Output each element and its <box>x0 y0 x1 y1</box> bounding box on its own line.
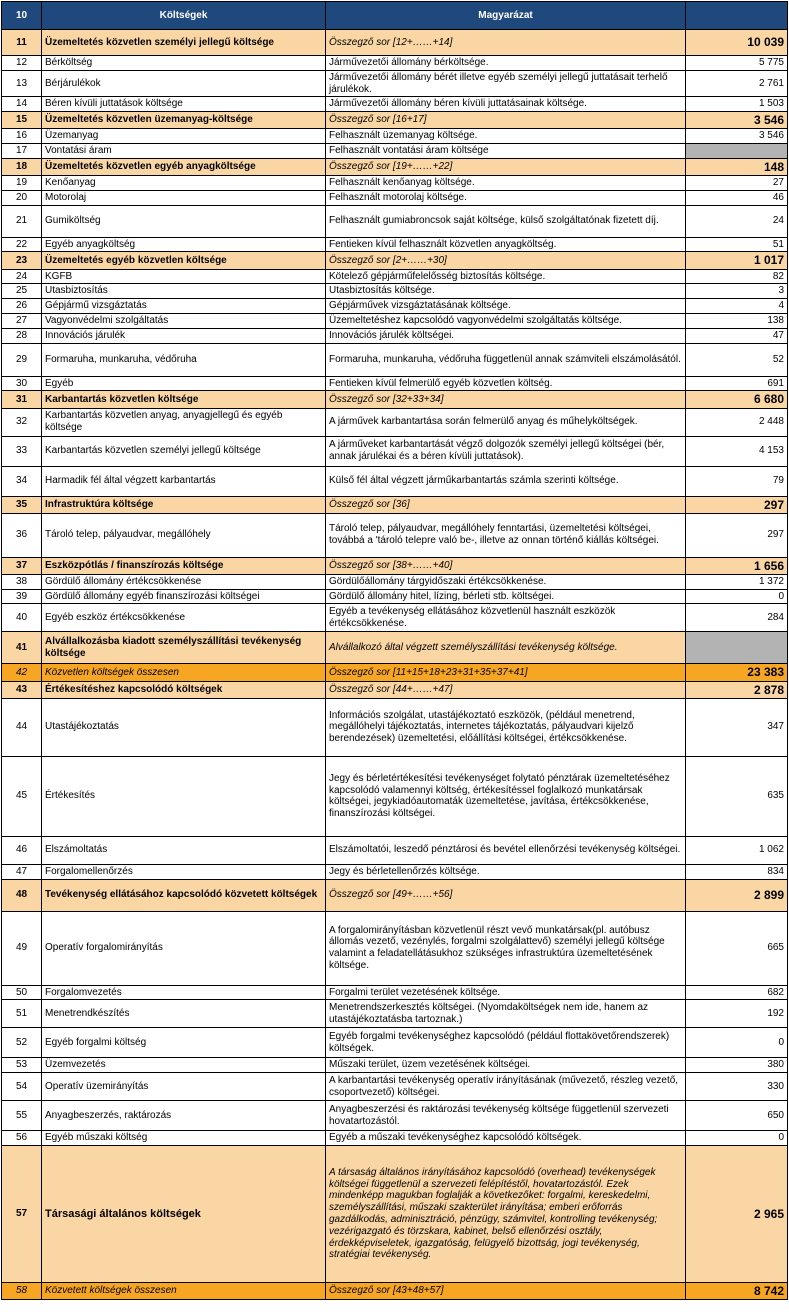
cost-value: 3 <box>686 284 788 299</box>
explanation: Összegző sor [38+……+40] <box>326 557 686 574</box>
row-number: 18 <box>2 158 42 175</box>
table-row <box>2 190 788 205</box>
cost-value: 23 383 <box>686 664 788 681</box>
cost-value: 2 761 <box>686 70 788 97</box>
cost-name: KGFB <box>42 269 326 284</box>
cost-name: Értékesítéshez kapcsolódó költségek <box>42 681 326 698</box>
cost-name: Karbantartás közvetlen költsége <box>42 391 326 408</box>
explanation: A forgalomirányításban közvetlenül részt vevő munkatársak(pl. autóbusz állomás vezető, vezénylés, forgalmi szolgálattevő) személyi jellegű költsége valamint a feladatellátásukhoz szükséges infrastruktúra üzemeltetésének költsége. <box>326 911 686 985</box>
explanation: Információs szolgálat, utastájékoztató eszközök, (például menetrend, megállóhelyi tájékoztatás, internetes tájékoztatás, pályaudvari kijelző berendezések) üzemeltetési, előállítási költségei, értékcsökkenése. <box>326 698 686 756</box>
row-number: 51 <box>2 1000 42 1028</box>
row-number: 53 <box>2 1058 42 1073</box>
table-row <box>2 30 788 56</box>
cost-value: 2 965 <box>686 1145 788 1282</box>
row-number: 21 <box>2 205 42 237</box>
cost-value: 691 <box>686 376 788 391</box>
cost-value: 24 <box>686 205 788 237</box>
cost-name: Utasbiztosítás <box>42 284 326 299</box>
cost-value: 3 546 <box>686 112 788 129</box>
cost-name: Értékesítés <box>42 756 326 836</box>
row-number: 28 <box>2 328 42 343</box>
table-row <box>2 376 788 391</box>
explanation: Összegző sor [2+……+30] <box>326 252 686 269</box>
cost-value: 2 878 <box>686 681 788 698</box>
row-number: 47 <box>2 864 42 879</box>
cost-value: 284 <box>686 604 788 632</box>
cost-name: Egyéb eszköz értékcsökkenése <box>42 604 326 632</box>
cost-value: 2 448 <box>686 408 788 436</box>
cost-table <box>1 1 788 1300</box>
table-row <box>2 864 788 879</box>
row-number: 37 <box>2 557 42 574</box>
explanation: Felhasznált gumiabroncsok saját költsége, külső szolgáltatónak fizetett díj. <box>326 205 686 237</box>
row-number: 45 <box>2 756 42 836</box>
cost-name: Közvetlen költségek összesen <box>42 664 326 681</box>
table-row <box>2 314 788 329</box>
row-number: 58 <box>2 1282 42 1299</box>
row-number: 13 <box>2 70 42 97</box>
explanation: Járművezetői állomány bérköltsége. <box>326 56 686 71</box>
explanation: Felhasznált kenőanyag költsége. <box>326 176 686 191</box>
cost-value: 4 153 <box>686 436 788 466</box>
row-number: 29 <box>2 343 42 376</box>
table-row <box>2 604 788 632</box>
cost-value: 1 017 <box>686 252 788 269</box>
row-number: 33 <box>2 436 42 466</box>
cost-value: 3 546 <box>686 129 788 144</box>
explanation: Formaruha, munkaruha, védőruha függetlenül annak számviteli elszámolásától. <box>326 343 686 376</box>
row-number: 11 <box>2 30 42 56</box>
cost-value: 297 <box>686 513 788 557</box>
row-number: 46 <box>2 836 42 864</box>
header-num: 10 <box>2 2 42 30</box>
table-row <box>2 1058 788 1073</box>
explanation: Alvállalkozó által végzett személyszállítási tevékenység költsége. <box>326 632 686 664</box>
explanation: Felhasznált vontatási áram költsége <box>326 144 686 159</box>
cost-name: Forgalomvezetés <box>42 985 326 1000</box>
explanation: Forgalmi terület vezetésének költsége. <box>326 985 686 1000</box>
table-row <box>2 70 788 97</box>
table-row <box>2 129 788 144</box>
row-number: 17 <box>2 144 42 159</box>
explanation: Összegző sor [11+15+18+23+31+35+37+41] <box>326 664 686 681</box>
cost-name: Egyéb műszaki költség <box>42 1131 326 1146</box>
cost-name: Egyéb <box>42 376 326 391</box>
cost-name: Gördülő állomány egyéb finanszírozási költségei <box>42 589 326 604</box>
cost-name: Operatív üzemirányítás <box>42 1073 326 1101</box>
row-number: 54 <box>2 1073 42 1101</box>
cost-name: Üzemanyag <box>42 129 326 144</box>
cost-name: Menetrendkészítés <box>42 1000 326 1028</box>
cost-value: 665 <box>686 911 788 985</box>
table-row <box>2 328 788 343</box>
header-value <box>686 2 788 30</box>
cost-value: 148 <box>686 158 788 175</box>
cost-value: 52 <box>686 343 788 376</box>
row-number: 40 <box>2 604 42 632</box>
table-row <box>2 205 788 237</box>
table-row <box>2 343 788 376</box>
cost-name: Kenőanyag <box>42 176 326 191</box>
cost-name: Gördülő állomány értékcsökkenése <box>42 574 326 589</box>
table-row <box>2 144 788 159</box>
table-row <box>2 664 788 681</box>
header-cost: Költségek <box>42 2 326 30</box>
row-number: 23 <box>2 252 42 269</box>
row-number: 42 <box>2 664 42 681</box>
cost-name: Karbantartás közvetlen személyi jellegű költsége <box>42 436 326 466</box>
table-row <box>2 269 788 284</box>
row-number: 32 <box>2 408 42 436</box>
cost-value: 1 062 <box>686 836 788 864</box>
cost-name: Üzemeltetés egyéb közvetlen költsége <box>42 252 326 269</box>
cost-name: Harmadik fél által végzett karbantartás <box>42 466 326 496</box>
explanation: Összegző sor [32+33+34] <box>326 391 686 408</box>
cost-name: Egyéb forgalmi költség <box>42 1028 326 1058</box>
explanation: Egyéb a tevékenység ellátásához közvetlenül használt eszközök értékcsökkenése. <box>326 604 686 632</box>
cost-value: 2 899 <box>686 879 788 911</box>
table-row <box>2 1145 788 1282</box>
row-number: 56 <box>2 1131 42 1146</box>
explanation: Gördülő állomány hitel, lízing, bérleti stb. költségei. <box>326 589 686 604</box>
table-row <box>2 632 788 664</box>
explanation: Összegző sor [19+……+22] <box>326 158 686 175</box>
cost-value: 650 <box>686 1101 788 1131</box>
table-row <box>2 574 788 589</box>
cost-name: Eszközpótlás / finanszírozás költsége <box>42 557 326 574</box>
explanation: Egyéb a műszaki tevékenységhez kapcsolódó költségek. <box>326 1131 686 1146</box>
row-number: 27 <box>2 314 42 329</box>
explanation: Utasbiztosítás költsége. <box>326 284 686 299</box>
row-number: 36 <box>2 513 42 557</box>
cost-name: Alvállalkozásba kiadott személyszállítási tevékenység költsége <box>42 632 326 664</box>
cost-name: Gumiköltség <box>42 205 326 237</box>
table-row <box>2 557 788 574</box>
explanation: Felhasznált üzemanyag költsége. <box>326 129 686 144</box>
row-number: 26 <box>2 299 42 314</box>
cost-value: 82 <box>686 269 788 284</box>
row-number: 38 <box>2 574 42 589</box>
cost-value: 79 <box>686 466 788 496</box>
row-number: 31 <box>2 391 42 408</box>
explanation: Fentieken kívül felhasznált közvetlen anyagköltség. <box>326 237 686 252</box>
table-row <box>2 252 788 269</box>
cost-name: Gépjármű vizsgáztatás <box>42 299 326 314</box>
cost-name: Bérköltség <box>42 56 326 71</box>
explanation: Anyagbeszerzési és raktározási tevékenység költsége függetlenül szervezeti hovatartozástól. <box>326 1101 686 1131</box>
row-number: 44 <box>2 698 42 756</box>
table-row <box>2 408 788 436</box>
table-row <box>2 1073 788 1101</box>
explanation: Jegy és bérletellenőrzés költsége. <box>326 864 686 879</box>
table-row <box>2 56 788 71</box>
explanation: Elszámoltatói, leszedő pénztárosi és bevétel ellenőrzési tevékenység költségei. <box>326 836 686 864</box>
explanation: Üzemeltetéshez kapcsolódó vagyonvédelmi szolgáltatás költsége. <box>326 314 686 329</box>
row-number: 49 <box>2 911 42 985</box>
explanation: Jegy és bérletértékesítési tevékenységet folytató pénztárak üzemeltetéséhez kapcsolódó valamennyi költség, értékesítéssel foglalkozó munkatársak költségei, jegykiadóautomaták üzemeltetése, javítása, értékcsökkenése, finanszírozási költségei. <box>326 756 686 836</box>
cost-value <box>686 632 788 664</box>
cost-value: 192 <box>686 1000 788 1028</box>
table-row <box>2 1101 788 1131</box>
cost-value: 297 <box>686 496 788 513</box>
cost-name: Formaruha, munkaruha, védőruha <box>42 343 326 376</box>
cost-name: Operatív forgalomirányítás <box>42 911 326 985</box>
cost-name: Anyagbeszerzés, raktározás <box>42 1101 326 1131</box>
cost-value: 51 <box>686 237 788 252</box>
explanation: Gépjárművek vizsgáztatásának költsége. <box>326 299 686 314</box>
row-number: 55 <box>2 1101 42 1131</box>
cost-value: 0 <box>686 1131 788 1146</box>
explanation: Összegző sor [12+……+14] <box>326 30 686 56</box>
explanation: Műszaki terület, üzem vezetésének költségei. <box>326 1058 686 1073</box>
cost-name: Társasági általános költségek <box>42 1145 326 1282</box>
table-row <box>2 911 788 985</box>
cost-value: 834 <box>686 864 788 879</box>
row-number: 41 <box>2 632 42 664</box>
cost-name: Innovációs járulék <box>42 328 326 343</box>
explanation: A járműveket karbantartását végző dolgozók személyi jellegű költségei (bér, annak járulékai és a béren kívüli juttatások). <box>326 436 686 466</box>
row-number: 16 <box>2 129 42 144</box>
row-number: 22 <box>2 237 42 252</box>
row-number: 39 <box>2 589 42 604</box>
cost-value: 6 680 <box>686 391 788 408</box>
row-number: 24 <box>2 269 42 284</box>
cost-value: 8 742 <box>686 1282 788 1299</box>
explanation: Külső fél által végzett járműkarbantartás számla szerinti költsége. <box>326 466 686 496</box>
cost-name: Üzemvezetés <box>42 1058 326 1073</box>
explanation: Járművezetői állomány bérét illetve egyéb személyi jellegű juttatásait terhelő járulékok. <box>326 70 686 97</box>
table-row <box>2 985 788 1000</box>
cost-name: Egyéb anyagköltség <box>42 237 326 252</box>
cost-name: Béren kívüli juttatások költsége <box>42 97 326 112</box>
cost-value: 46 <box>686 190 788 205</box>
cost-name: Forgalomellenőrzés <box>42 864 326 879</box>
table-row <box>2 158 788 175</box>
cost-value: 0 <box>686 589 788 604</box>
cost-value: 10 039 <box>686 30 788 56</box>
cost-value: 4 <box>686 299 788 314</box>
cost-name: Üzemeltetés közvetlen egyéb anyagköltsége <box>42 158 326 175</box>
cost-value: 47 <box>686 328 788 343</box>
cost-name: Motorolaj <box>42 190 326 205</box>
row-number: 19 <box>2 176 42 191</box>
explanation: Menetrendszerkesztés költségei. (Nyomdaköltségek nem ide, hanem az utastájékoztatásba tartoznak.) <box>326 1000 686 1028</box>
explanation: Egyéb forgalmi tevékenységhez kapcsolódó (például flottakövetőrendszerek) költségek. <box>326 1028 686 1058</box>
cost-value: 1 372 <box>686 574 788 589</box>
cost-value: 1 503 <box>686 97 788 112</box>
table-row <box>2 836 788 864</box>
table-row <box>2 1028 788 1058</box>
explanation: Fentieken kívül felmerülő egyéb közvetlen költség. <box>326 376 686 391</box>
explanation: Gördülőállomány tárgyidőszaki értékcsökkenése. <box>326 574 686 589</box>
explanation: Összegző sor [44+……+47] <box>326 681 686 698</box>
explanation: Összegző sor [16+17] <box>326 112 686 129</box>
cost-name: Infrastruktúra költsége <box>42 496 326 513</box>
explanation: Összegző sor [49+……+56] <box>326 879 686 911</box>
cost-value: 0 <box>686 1028 788 1058</box>
table-row <box>2 1131 788 1146</box>
cost-value: 1 656 <box>686 557 788 574</box>
cost-table-container <box>1 1 788 1300</box>
explanation: Tároló telep, pályaudvar, megállóhely fenntartási, üzemeltetési költségei, továbbá a 'tároló telepre való be-, illetve az onnan történő kiállás költségei. <box>326 513 686 557</box>
table-row <box>2 496 788 513</box>
cost-value: 330 <box>686 1073 788 1101</box>
row-number: 48 <box>2 879 42 911</box>
row-number: 20 <box>2 190 42 205</box>
row-number: 57 <box>2 1145 42 1282</box>
table-row <box>2 466 788 496</box>
cost-name: Elszámoltatás <box>42 836 326 864</box>
table-row <box>2 589 788 604</box>
table-header <box>2 2 788 30</box>
cost-name: Üzemeltetés közvetlen üzemanyag-költsége <box>42 112 326 129</box>
cost-name: Utastájékoztatás <box>42 698 326 756</box>
explanation: A karbantartási tevékenység operatív irányításának (művezető, részleg vezető, csoportvezető) költségei. <box>326 1073 686 1101</box>
table-row <box>2 513 788 557</box>
table-body <box>2 30 788 1300</box>
explanation: A járművek karbantartása során felmerülő anyag és műhelyköltségek. <box>326 408 686 436</box>
cost-value: 27 <box>686 176 788 191</box>
row-number: 30 <box>2 376 42 391</box>
table-row <box>2 681 788 698</box>
table-row <box>2 176 788 191</box>
cost-name: Karbantartás közvetlen anyag, anyagjellegű és egyéb költsége <box>42 408 326 436</box>
header-expl: Magyarázat <box>326 2 686 30</box>
explanation: A társaság általános irányításához kapcsolódó (overhead) tevékenységek költségei függetlenül a szervezeti felépítéstől, hovatartozástól. Ezek mindenképp magukban foglalják a következőket: forgalmi, kereskedelmi, személyszállítási, műszaki szakterület irányítása; emberi erőforrás gazdálkodás, adminisztráció, pénzügy, számvitel, kontrolling tevékenység; vezérigazgató és törzskara, kabinet, belső ellenőrzési osztály, érdekképviseletek, igazgatóság, felügyelő bizottság, jogi tevékenység, stratégiai tevékenység. <box>326 1145 686 1282</box>
row-number: 25 <box>2 284 42 299</box>
cost-value <box>686 144 788 159</box>
table-row <box>2 698 788 756</box>
cost-value: 635 <box>686 756 788 836</box>
explanation: Kötelező gépjárműfelelősség biztosítás költsége. <box>326 269 686 284</box>
table-row <box>2 1282 788 1299</box>
cost-value: 380 <box>686 1058 788 1073</box>
table-row <box>2 436 788 466</box>
table-row <box>2 1000 788 1028</box>
table-row <box>2 299 788 314</box>
cost-name: Tároló telep, pályaudvar, megállóhely <box>42 513 326 557</box>
cost-value: 138 <box>686 314 788 329</box>
cost-value: 682 <box>686 985 788 1000</box>
table-row <box>2 237 788 252</box>
explanation: Járművezetői állomány béren kívüli juttatásainak költsége. <box>326 97 686 112</box>
row-number: 15 <box>2 112 42 129</box>
cost-value: 5 775 <box>686 56 788 71</box>
row-number: 14 <box>2 97 42 112</box>
cost-name: Vontatási áram <box>42 144 326 159</box>
explanation: Összegző sor [43+48+57] <box>326 1282 686 1299</box>
row-number: 35 <box>2 496 42 513</box>
row-number: 50 <box>2 985 42 1000</box>
table-row <box>2 879 788 911</box>
cost-value: 347 <box>686 698 788 756</box>
row-number: 12 <box>2 56 42 71</box>
cost-name: Üzemeltetés közvetlen személyi jellegű költsége <box>42 30 326 56</box>
table-row <box>2 756 788 836</box>
table-row <box>2 284 788 299</box>
table-row <box>2 97 788 112</box>
row-number: 34 <box>2 466 42 496</box>
table-row <box>2 112 788 129</box>
explanation: Innovációs járulék költségei. <box>326 328 686 343</box>
cost-name: Vagyonvédelmi szolgáltatás <box>42 314 326 329</box>
row-number: 43 <box>2 681 42 698</box>
table-row <box>2 391 788 408</box>
cost-name: Közvetett költségek összesen <box>42 1282 326 1299</box>
cost-name: Tevékenység ellátásához kapcsolódó közvetett költségek <box>42 879 326 911</box>
explanation: Összegző sor [36] <box>326 496 686 513</box>
explanation: Felhasznált motorolaj költsége. <box>326 190 686 205</box>
cost-name: Bérjárulékok <box>42 70 326 97</box>
row-number: 52 <box>2 1028 42 1058</box>
